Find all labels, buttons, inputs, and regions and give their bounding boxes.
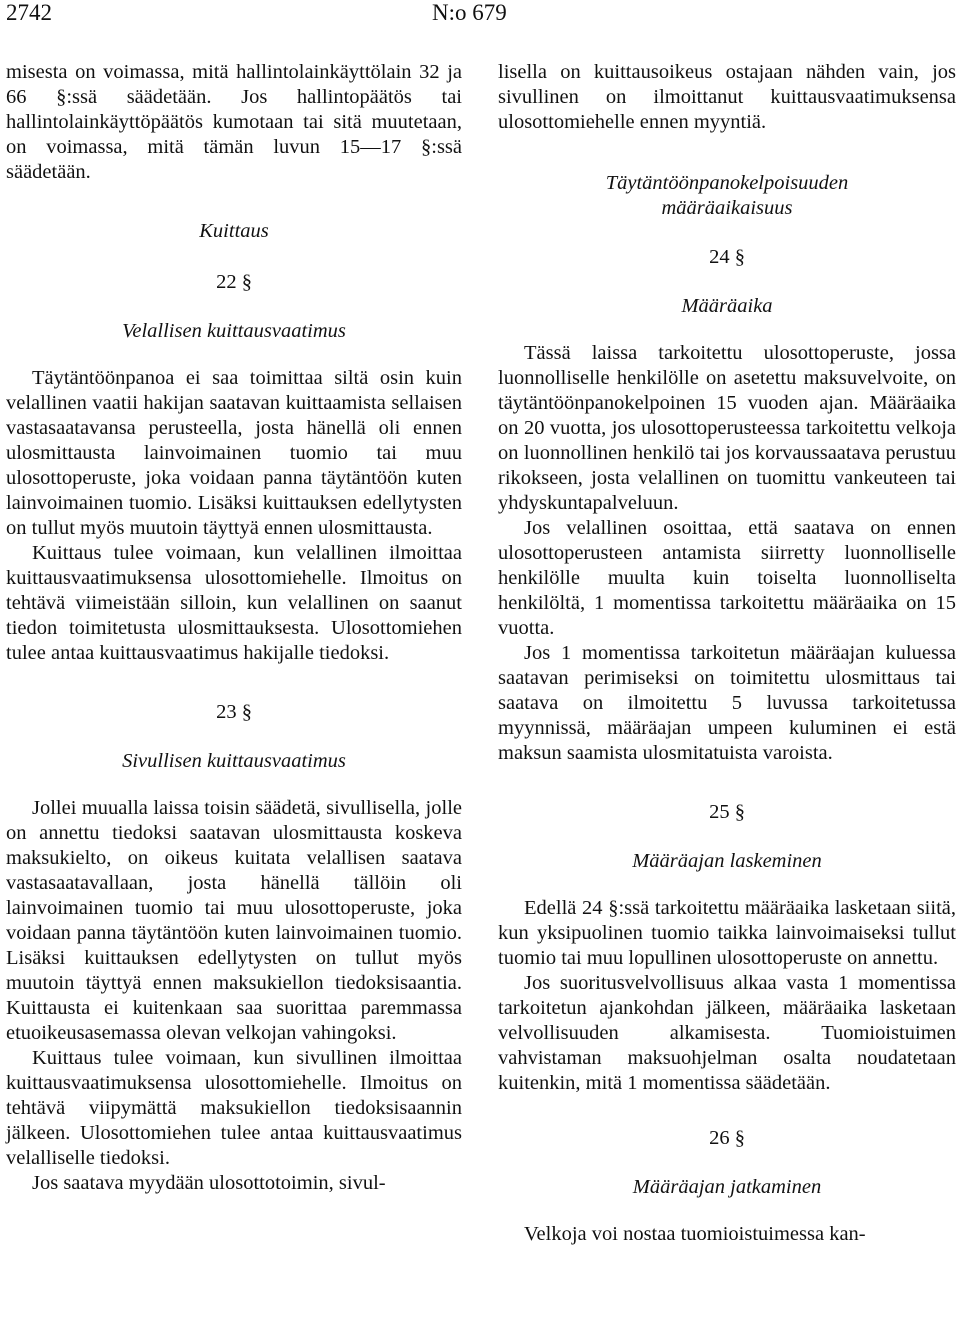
section-title-23: Sivullisen kuittausvaatimus	[122, 750, 346, 772]
section-title-26: Määräajan jatkaminen	[632, 1176, 822, 1198]
section-title-24: Määräaika	[681, 295, 773, 317]
section-title-25: Määräajan laskeminen	[632, 850, 822, 872]
section-23-paragraph-3: Jos saatava myydään ulosottotoimin, sivul-	[32, 1172, 386, 1194]
chapter-heading-line-2: määräaikaisuus	[661, 197, 793, 219]
page-header	[0, 0, 960, 30]
section-number-24: 24 §	[709, 246, 745, 268]
continuation-paragraph: misesta on voimassa, mitä hallintolainkäyttölain 32 ja 66 §:ssä säädetään. Jos hallintopäätös tai hallintolainkäyttöpäätös kumotaan tai sitä muutetaan, on voimassa, mitä tämän luvun 15—17 §:ssä säädetään.	[6, 61, 462, 183]
section-22-paragraph-2: Kuittaus tulee voimaan, kun velallinen ilmoittaa kuittausvaatimuksensa ulosottomiehelle. Ilmoitus on tehtävä viimeistään silloin, kun velallinen on saanut tiedon toimitetusta ulosmittauksesta. Ulosottomiehen tulee antaa kuittausvaatimus hakijalle tiedoksi.	[6, 542, 462, 664]
section-24-paragraph-3: Jos 1 momentissa tarkoitetun määräajan kuluessa saatavan perimiseksi on toimitettu ulosmittaus tai saatava on ilmoitettu 5 luvussa tarkoitetussa myynnissä, määräajan umpeen kuluminen ei estä maksun saamista ulosmitatuista varoista.	[498, 642, 956, 764]
chapter-heading: Kuittaus	[199, 220, 269, 242]
journal-number: N:o 679	[432, 0, 507, 25]
section-number-26: 26 §	[709, 1127, 745, 1149]
chapter-heading-line-1: Täytäntöönpanokelpoisuuden	[605, 172, 849, 194]
section-number-23: 23 §	[216, 701, 252, 723]
section-26-paragraph-1: Velkoja voi nostaa tuomioistuimessa kan-	[524, 1223, 866, 1245]
section-23-paragraph-1: Jollei muualla laissa toisin säädetä, sivullisella, jolle on annettu tiedoksi saatavan ulosmittausta koskeva maksukielto, on oikeus kuitata velallisen saatava vastasaatavallaan, josta hänellä tällöin oli lainvoimainen tuomio tai muu ulosottoperuste, joka voidaan panna täytäntöön kuten lainvoimainen tuomio. Lisäksi kuittauksen edellytysten on tullut myös muutoin täyttyä ennen maksukiellon tiedoksisaantia. Kuittausta ei kuitenkaan saa suorittaa paremmassa etuoikeusasemassa olevan velkojan vahingoksi.	[6, 797, 462, 1044]
section-24-paragraph-1: Tässä laissa tarkoitettu ulosottoperuste, jossa luonnolliselle henkilölle on asetettu maksuvelvoite, on täytäntöönpanokelpoinen 15 vuoden ajan. Määräaika on 20 vuotta, jos ulosottoperusteessa tarkoitettu velkoja on luonnollinen henkilö tai jos korvaussaatava perustuu rikokseen, josta velallinen on tuomittu vankeuteen tai yhdyskuntapalveluun.	[498, 342, 956, 514]
section-number-25: 25 §	[709, 801, 745, 823]
section-number-22: 22 §	[216, 271, 252, 293]
left-column	[6, 60, 462, 1196]
section-25-paragraph-1: Edellä 24 §:ssä tarkoitettu määräaika lasketaan siitä, kun yksipuolinen tuomio taikka lainvoimaiseksi tullut tuomio tai muu lopullinen ulosottoperuste on annettu.	[498, 897, 956, 969]
page-number: 2742	[6, 0, 52, 25]
section-22-paragraph-1: Täytäntöönpanoa ei saa toimittaa siltä osin kuin velallinen vaatii hakijan saatavan kuittaamista sellaisen vastasaatavansa perusteella, josta hänellä oli ennen ulosmittausta lainvoimainen tuomio tai muu ulosottoperuste, joka voidaan panna täytäntöön kuten lainvoimainen tuomio. Lisäksi kuittauksen edellytysten on tullut myös muutoin täyttyä ennen ulosmittausta.	[6, 367, 462, 539]
section-24-paragraph-2: Jos velallinen osoittaa, että saatava on ennen ulosottoperusteen antamista siirretty luonnolliselle henkilölle muulta kuin toiselta luonnolliselta henkilöltä, 1 momentissa tarkoitettu määräaika on 15 vuotta.	[498, 517, 956, 639]
section-title-22: Velallisen kuittausvaatimus	[122, 320, 346, 342]
continuation-paragraph: lisella on kuittausoikeus ostajaan nähden vain, jos sivullinen on ilmoittanut kuittausvaatimuksensa ulosottomiehelle ennen myyntiä.	[498, 61, 956, 133]
section-25-paragraph-2: Jos suoritusvelvollisuus alkaa vasta 1 momentissa tarkoitetun ajankohdan jälkeen, määräaika lasketaan velvollisuuden alkamisesta. Tuomioistuimen vahvistaman maksuohjelman osalta noudatetaan kuitenkin, mitä 1 momentissa säädetään.	[498, 972, 956, 1094]
section-23-paragraph-2: Kuittaus tulee voimaan, kun sivullinen ilmoittaa kuittausvaatimuksensa ulosottomiehelle. Ilmoitus on tehtävä viipymättä maksukiellon tiedoksisaannin jälkeen. Ulosottomiehen tulee antaa kuittausvaatimus velalliselle tiedoksi.	[6, 1047, 462, 1169]
right-column	[498, 60, 956, 1247]
